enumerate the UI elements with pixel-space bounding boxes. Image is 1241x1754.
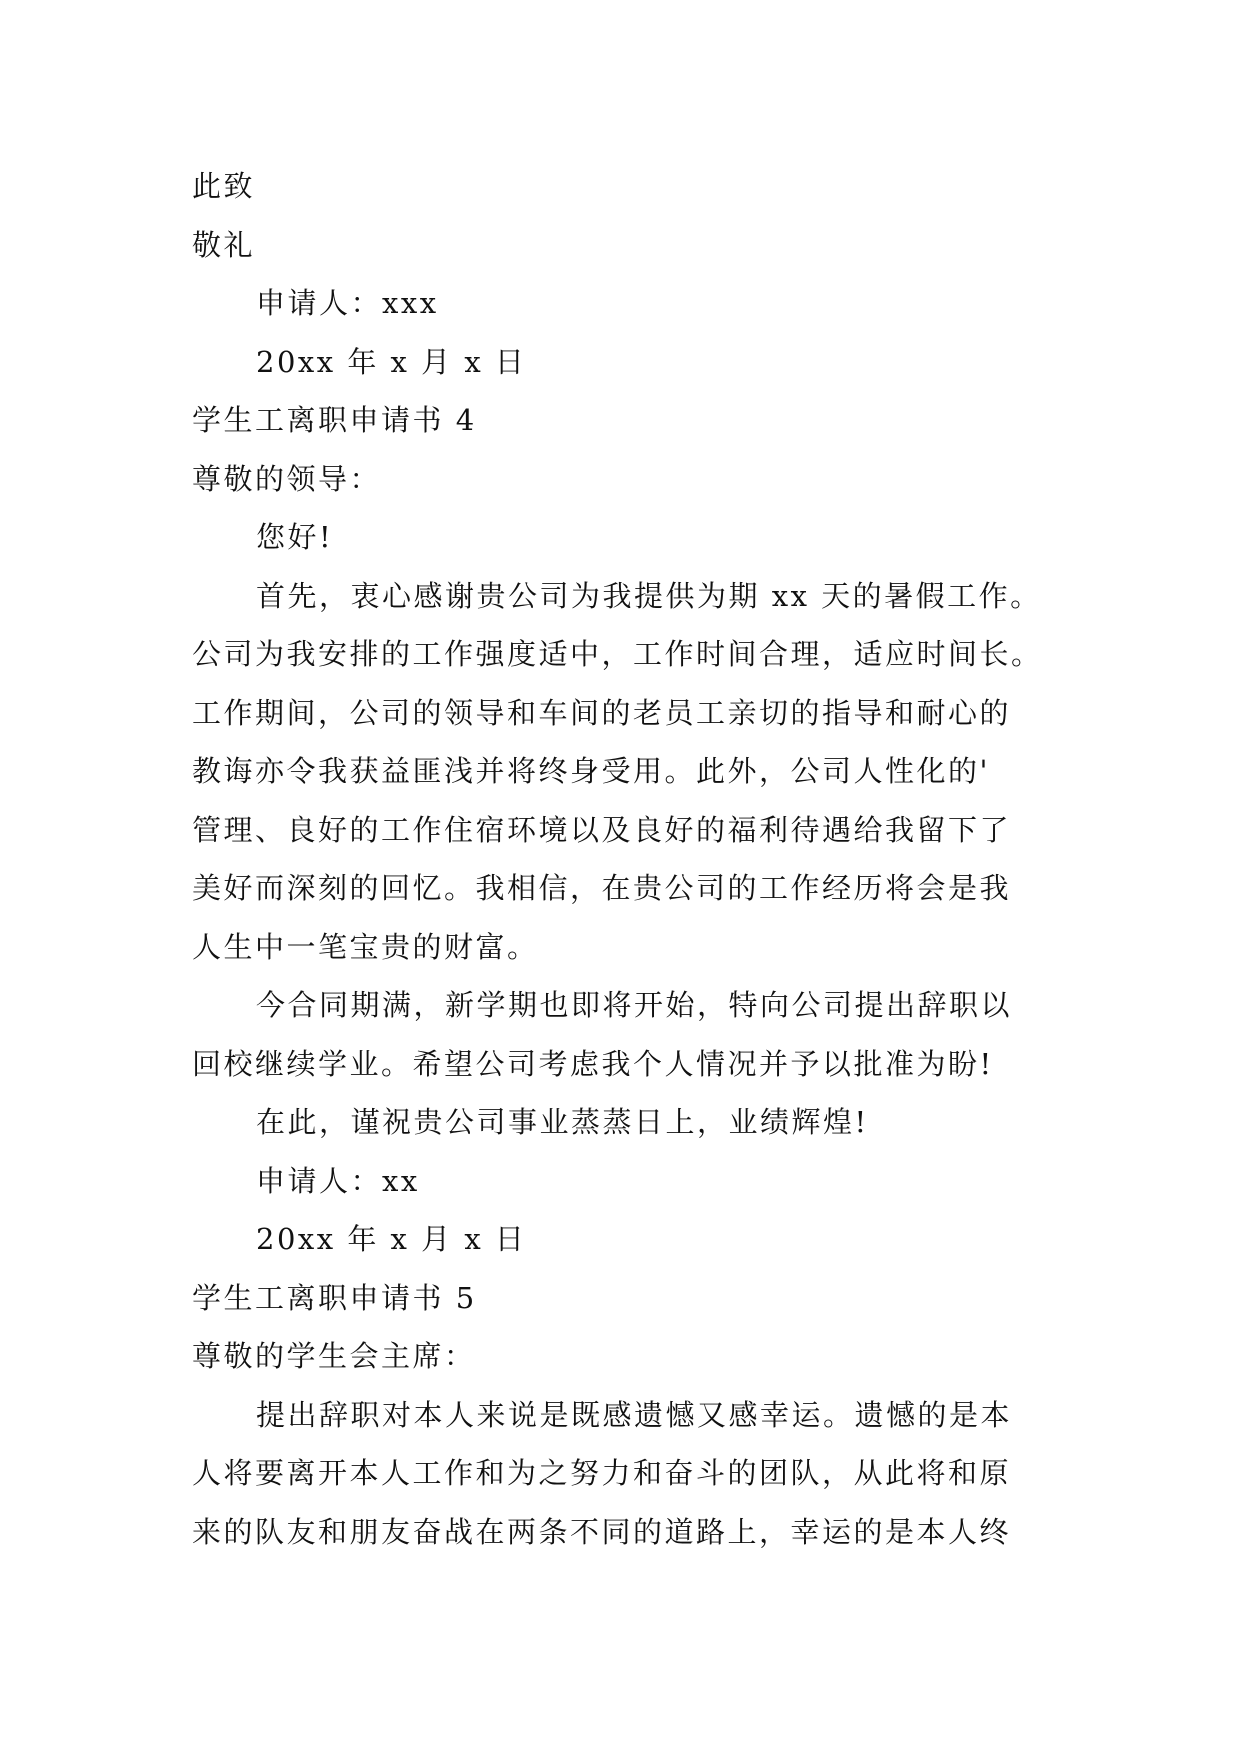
hello-line: 您好! <box>256 520 334 554</box>
paragraph-line: 来的队友和朋友奋战在两条不同的道路上，幸运的是本人终 <box>192 1514 1012 1549</box>
applicant-line: 申请人：xxx <box>256 286 439 320</box>
section-title-5: 学生工离职申请书 5 <box>192 1280 477 1315</box>
section-title-4: 学生工离职申请书 4 <box>192 403 477 437</box>
wishes-line: 在此，谨祝贵公司事业蒸蒸日上，业绩辉煌! <box>256 1105 869 1139</box>
greeting-line: 尊敬的领导： <box>192 461 382 496</box>
applicant-line: 申请人：xx <box>256 1163 420 1198</box>
closing-line: 此致 <box>192 169 256 203</box>
greeting-line: 尊敬的学生会主席： <box>192 1339 476 1373</box>
document-body <box>192 157 1072 1561</box>
paragraph-line: 公司为我安排的工作强度适中，工作时间合理，适应时间长。 <box>192 637 1043 671</box>
paragraph-line: 管理、良好的工作住宿环境以及良好的福利待遇给我留下了 <box>192 812 1012 847</box>
paragraph-line: 教诲亦令我获益匪浅并将终身受用。此外，公司人性化的' <box>192 754 990 788</box>
paragraph-line: 回校继续学业。希望公司考虑我个人情况并予以批准为盼! <box>192 1046 994 1081</box>
paragraph-line: 人生中一笔宝贵的财富。 <box>192 929 539 964</box>
paragraph-line: 人将要离开本人工作和为之努力和奋斗的团队，从此将和原 <box>192 1456 1012 1490</box>
date-line: 20xx 年 x 月 x 日 <box>256 1222 527 1256</box>
paragraph-line: 提出辞职对本人来说是既感遗憾又感幸运。遗憾的是本 <box>256 1397 1013 1432</box>
date-line: 20xx 年 x 月 x 日 <box>256 344 527 379</box>
paragraph-line: 首先，衷心感谢贵公司为我提供为期 xx 天的暑假工作。 <box>256 578 1042 613</box>
paragraph-line: 工作期间，公司的领导和车间的老员工亲切的指导和耐心的 <box>192 695 1012 730</box>
paragraph-line: 今合同期满，新学期也即将开始，特向公司提出辞职以 <box>256 988 1013 1022</box>
paragraph-line: 美好而深刻的回忆。我相信，在贵公司的工作经历将会是我 <box>192 871 1012 905</box>
salutation-line: 敬礼 <box>192 227 256 262</box>
